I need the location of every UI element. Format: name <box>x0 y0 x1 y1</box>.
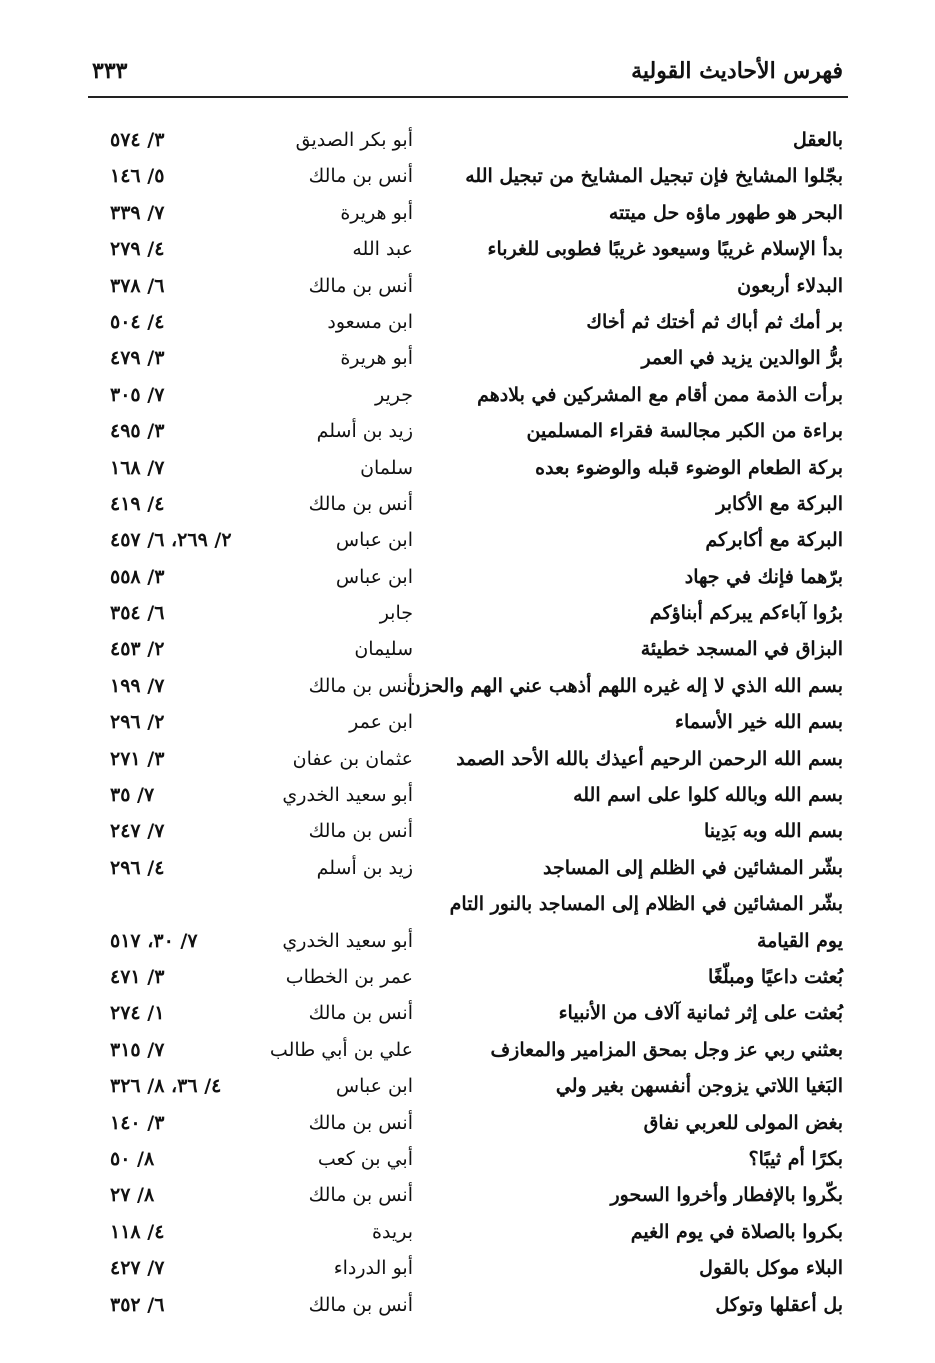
volume-page-ref: ٣/ ٤٧١ <box>110 965 165 988</box>
narrator-name: أنس بن مالك <box>308 1002 413 1025</box>
header-rule <box>88 96 848 98</box>
volume-page-ref: ١/ ٢٧٤ <box>110 1002 165 1025</box>
narrator-name: سلمان <box>360 456 413 479</box>
hadith-text: بشّر المشائين في الظلم إلى المساجد <box>543 856 843 879</box>
hadith-text: بسم الله وبه بَدِينا <box>704 820 843 843</box>
volume-page-ref: ٧/ ٣٠، ٥١٧ <box>110 929 198 952</box>
volume-page-ref: ٤/ ٢٩٦ <box>110 856 165 879</box>
volume-page-ref: ٤/ ٢٧٩ <box>110 238 165 261</box>
narrator-name: جرير <box>375 383 413 406</box>
narrator-name: ابن مسعود <box>327 310 413 333</box>
volume-page-ref: ٢/ ٢٦٩، ٦/ ٤٥٧ <box>110 529 232 552</box>
index-row <box>0 996 935 1032</box>
narrator-name: أنس بن مالك <box>308 492 413 515</box>
hadith-text: بسم الله الذي لا إله غيره اللهم أذهب عني الهم والحزن <box>406 674 843 697</box>
index-row <box>0 778 935 814</box>
hadith-index-list <box>0 123 935 1324</box>
narrator-name: علي بن أبي طالب <box>269 1038 413 1061</box>
hadith-text: بركة الطعام الوضوء قبله والوضوء بعده <box>535 456 843 479</box>
volume-page-ref: ٢/ ٤٥٣ <box>110 638 165 661</box>
hadith-text: بر أمك ثم أباك ثم أختك ثم أخاك <box>586 310 843 333</box>
hadith-text: بعثني ربي عز وجل بمحق المزامير والمعازف <box>490 1038 843 1061</box>
volume-page-ref: ٧/ ٣١٥ <box>110 1038 165 1061</box>
index-row <box>0 523 935 559</box>
index-row <box>0 814 935 850</box>
hadith-text: بغض المولى للعربي نفاق <box>643 1111 843 1134</box>
volume-page-ref: ٧/ ٣٠٥ <box>110 383 165 406</box>
volume-page-ref: ٤/ ٣٦، ٨/ ٣٢٦ <box>110 1075 222 1098</box>
narrator-name: أبو الدرداء <box>333 1257 413 1280</box>
hadith-text: بكرًا أم ثيبًا؟ <box>748 1147 843 1170</box>
hadith-text: بسم الله خير الأسماء <box>675 711 843 734</box>
volume-page-ref: ٣/ ٥٧٤ <box>110 129 165 151</box>
narrator-name: عثمان بن عفان <box>292 747 413 770</box>
index-row <box>0 159 935 195</box>
index-row <box>0 305 935 341</box>
hadith-text: بكّروا بالإفطار وأخروا السحور <box>610 1184 843 1207</box>
volume-page-ref: ٧/ ٤٢٧ <box>110 1257 165 1280</box>
index-row <box>0 924 935 960</box>
narrator-name: ابن عباس <box>335 529 413 552</box>
hadith-text: بالعقل <box>792 129 843 151</box>
volume-page-ref: ٦/ ٣٥٤ <box>110 602 165 625</box>
narrator-name: ابن عمر <box>349 711 413 734</box>
page-number: ٣٣٣ <box>92 58 128 84</box>
volume-page-ref: ٧/ ٢٤٧ <box>110 820 165 843</box>
index-row <box>0 487 935 523</box>
index-row <box>0 451 935 487</box>
index-row <box>0 1288 935 1324</box>
narrator-name: أبو هريرة <box>340 347 413 370</box>
hadith-text: يوم القيامة <box>756 929 843 952</box>
index-row <box>0 1033 935 1069</box>
hadith-text: البركة مع أكابركم <box>705 529 843 552</box>
narrator-name: عبد الله <box>352 238 413 261</box>
index-row <box>0 269 935 305</box>
index-row <box>0 232 935 268</box>
hadith-text: بسم الله وبالله كلوا على اسم الله <box>573 784 843 807</box>
index-row <box>0 960 935 996</box>
hadith-text: برأت الذمة ممن أقام مع المشركين في بلادهم <box>477 383 843 406</box>
volume-page-ref: ٤/ ٥٠٤ <box>110 310 165 333</box>
hadith-text: بكروا بالصلاة في يوم الغيم <box>630 1220 843 1243</box>
hadith-text: برّهما فإنك في جهاد <box>684 565 843 588</box>
index-row <box>0 196 935 232</box>
narrator-name: أنس بن مالك <box>308 674 413 697</box>
index-row <box>0 669 935 705</box>
index-row <box>0 1178 935 1214</box>
narrator-name: أبو سعيد الخدري <box>282 929 413 952</box>
hadith-text: بل أعقلها وتوكل <box>715 1293 843 1316</box>
narrator-name: أنس بن مالك <box>308 1184 413 1207</box>
hadith-text: البَغيا اللاتي يزوجن أنفسهن بغير ولي <box>555 1075 843 1098</box>
narrator-name: جابر <box>379 602 413 625</box>
volume-page-ref: ٧/ ١٦٨ <box>110 456 165 479</box>
narrator-name: ابن عباس <box>335 1075 413 1098</box>
index-row <box>0 560 935 596</box>
narrator-name: أنس بن مالك <box>308 1293 413 1316</box>
index-row <box>0 887 935 923</box>
narrator-name: أبي بن كعب <box>317 1147 413 1170</box>
index-row <box>0 632 935 668</box>
hadith-text: بدأ الإسلام غريبًا وسيعود غريبًا فطوبى للغرباء <box>487 238 843 261</box>
index-row <box>0 1251 935 1287</box>
volume-page-ref: ٥/ ١٤٦ <box>110 165 165 188</box>
index-row <box>0 341 935 377</box>
hadith-text: بُعثت داعيًا ومبلّغًا <box>707 965 843 988</box>
index-row <box>0 1215 935 1251</box>
narrator-name: أنس بن مالك <box>308 165 413 188</box>
index-row <box>0 414 935 450</box>
hadith-text: براءة من الكبر مجالسة فقراء المسلمين <box>526 420 843 443</box>
index-row <box>0 1142 935 1178</box>
narrator-name: أنس بن مالك <box>308 274 413 297</box>
hadith-text: بُعثت على إثر ثمانية آلاف من الأنبياء <box>558 1002 843 1025</box>
index-row <box>0 851 935 887</box>
page-title: فهرس الأحاديث القولية <box>631 58 843 84</box>
narrator-name: أنس بن مالك <box>308 1111 413 1134</box>
narrator-name: بريدة <box>372 1220 413 1243</box>
volume-page-ref: ٤/ ٤١٩ <box>110 492 165 515</box>
hadith-text: البحر هو طهور ماؤه حل ميتته <box>608 201 843 224</box>
narrator-name: ابن عباس <box>335 565 413 588</box>
hadith-text: برُّ الوالدين يزيد في العمر <box>641 347 843 370</box>
volume-page-ref: ٨/ ٥٠ <box>110 1147 155 1170</box>
volume-page-ref: ٧/ ٣٣٩ <box>110 201 165 224</box>
index-row <box>0 742 935 778</box>
index-row <box>0 378 935 414</box>
hadith-text: بجّلوا المشايخ فإن تبجيل المشايخ من تبجيل الله <box>465 165 843 188</box>
narrator-name: زيد بن أسلم <box>316 420 413 443</box>
hadith-text: بشّر المشائين في الظلام إلى المساجد بالنور التام <box>449 893 843 916</box>
volume-page-ref: ٦/ ٣٥٢ <box>110 1293 165 1316</box>
index-row <box>0 123 935 159</box>
volume-page-ref: ٣/ ٤٧٩ <box>110 347 165 370</box>
volume-page-ref: ٣/ ١٤٠ <box>110 1111 165 1134</box>
narrator-name: سليمان <box>354 638 413 661</box>
volume-page-ref: ٧/ ٣٥ <box>110 784 155 807</box>
hadith-text: البركة مع الأكابر <box>716 492 843 515</box>
narrator-name: أبو بكر الصديق <box>295 129 413 151</box>
index-row <box>0 596 935 632</box>
narrator-name: عمر بن الخطاب <box>285 965 413 988</box>
narrator-name: زيد بن أسلم <box>316 856 413 879</box>
index-row <box>0 705 935 741</box>
volume-page-ref: ٣/ ٢٧١ <box>110 747 165 770</box>
hadith-text: برُوا آباءكم يبركم أبناؤكم <box>649 602 843 625</box>
volume-page-ref: ٦/ ٣٧٨ <box>110 274 165 297</box>
volume-page-ref: ٣/ ٥٥٨ <box>110 565 165 588</box>
hadith-text: البلاء موكل بالقول <box>699 1257 843 1280</box>
index-row <box>0 1106 935 1142</box>
narrator-name: أبو هريرة <box>340 201 413 224</box>
volume-page-ref: ٧/ ١٩٩ <box>110 674 165 697</box>
hadith-text: بسم الله الرحمن الرحيم أعيذك بالله الأحد الصمد <box>456 747 843 770</box>
narrator-name: أبو سعيد الخدري <box>282 784 413 807</box>
volume-page-ref: ٣/ ٤٩٥ <box>110 420 165 443</box>
volume-page-ref: ٤/ ١١٨ <box>110 1220 165 1243</box>
page-header <box>0 52 935 92</box>
hadith-text: البدلاء أربعون <box>737 274 843 297</box>
volume-page-ref: ٨/ ٢٧ <box>110 1184 155 1207</box>
narrator-name: أنس بن مالك <box>308 820 413 843</box>
index-row <box>0 1069 935 1105</box>
hadith-text: البزاق في المسجد خطيئة <box>640 638 843 661</box>
volume-page-ref: ٢/ ٢٩٦ <box>110 711 165 734</box>
